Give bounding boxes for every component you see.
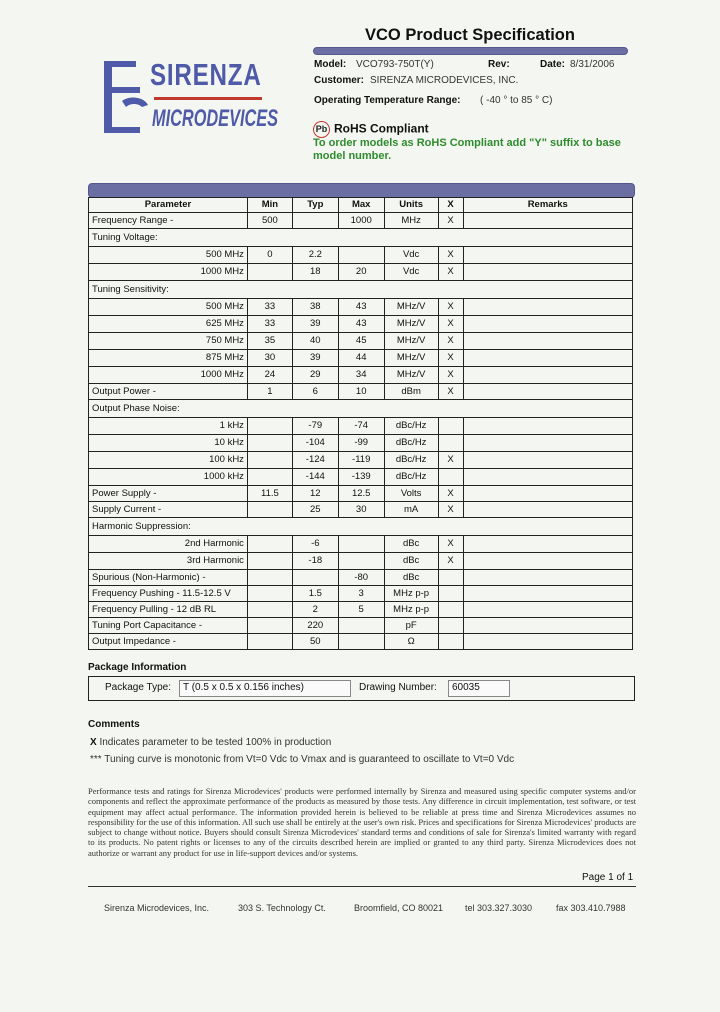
cell-min: 35 [247,333,292,350]
cell-x [438,570,463,586]
col-header-typ: Typ [292,198,338,213]
cell-typ: 38 [292,299,338,316]
cell-max: 10 [338,384,384,400]
table-row [89,247,633,264]
customer-value: SIRENZA MICRODEVICES, INC. [370,75,519,86]
logo-mark-icon [100,57,156,137]
cell-x: X [438,553,463,570]
cell-param: 500 MHz [89,247,248,264]
cell-typ: 29 [292,367,338,384]
cell-remarks [463,418,632,435]
table-row [89,384,633,400]
table-row [89,602,633,618]
cell-min [247,536,292,553]
cell-units: dBc/Hz [384,435,438,452]
drawing-value: 60035 [452,682,480,693]
cell-min [247,553,292,570]
cell-typ: 25 [292,502,338,518]
cell-min [247,602,292,618]
cell-param: Frequency Pulling - 12 dB RL [89,602,248,618]
cell-units: pF [384,618,438,634]
cell-param: Tuning Port Capacitance - [89,618,248,634]
cell-x [438,586,463,602]
cell-min: 30 [247,350,292,367]
cell-param: Output Impedance - [89,634,248,650]
date-label: Date: [540,59,566,70]
table-row [89,618,633,634]
cell-units: dBm [384,384,438,400]
col-header-remarks: Remarks [463,198,632,213]
table-row [89,316,633,333]
logo-line1: SIRENZA [150,57,262,92]
cell-min [247,570,292,586]
cell-x [438,634,463,650]
col-header-x: X [438,198,463,213]
footer-fax: fax 303.410.7988 [556,903,626,913]
cell-max [338,634,384,650]
cell-param: 2nd Harmonic [89,536,248,553]
cell-max [338,247,384,264]
cell-units: dBc/Hz [384,418,438,435]
cell-max: 45 [338,333,384,350]
cell-min [247,586,292,602]
section-label: Output Phase Noise: [89,400,633,418]
cell-x: X [438,452,463,469]
pb-badge-icon: Pb [313,121,330,138]
cell-max: -139 [338,469,384,486]
cell-units: MHz/V [384,333,438,350]
disclaimer-text: Performance tests and ratings for Sirenza Microdevices' products were performed internally by Sirenza and measured using specific computer systems and/or components and reflect the approximate performance of the products as measured by those tests. Any difference in circuit implementation, test software, or test equipment may affect actual performance. The information provided herein is believed to be reliable at press time and Sirenza Microdevices assumes no responsibility for the use of this information. All such use shall be entirely at the user's own risk. Prices and specifications for Sirenza Microdevices' products are subject to change without notice. Buyers should consult Sirenza Microdevices' standard terms and conditions of sale for Sirenza's limited warranty with regard to its products. No patent rights or licenses to any of the circuits described herein are implied or granted to any third party. Sirenza Microdevices does not authorize or warrant any product for use in life-support devices and/or systems. [88,786,636,858]
footer-rule [88,886,636,887]
footer-city: Broomfield, CO 80021 [354,903,444,913]
table-header-row [89,198,633,213]
cell-remarks [463,536,632,553]
cell-units: dBc [384,536,438,553]
table-row [89,634,633,650]
comment-line1 [90,737,331,748]
cell-typ: 220 [292,618,338,634]
cell-units: MHz p-p [384,602,438,618]
section-label: Harmonic Suppression: [89,518,633,536]
table-row [89,502,633,518]
cell-remarks [463,553,632,570]
cell-typ: -144 [292,469,338,486]
section-label: Tuning Voltage: [89,229,633,247]
cell-remarks [463,213,632,229]
cell-max: -119 [338,452,384,469]
cell-typ: 40 [292,333,338,350]
cell-min [247,452,292,469]
cell-remarks [463,486,632,502]
table-row [89,486,633,502]
footer-address: 303 S. Technology Ct. [238,903,326,913]
section-label: Tuning Sensitivity: [89,281,633,299]
cell-units: MHz [384,213,438,229]
cell-units: dBc/Hz [384,452,438,469]
cell-units: dBc/Hz [384,469,438,486]
package-type-label: Package Type: [105,682,171,693]
cell-x: X [438,213,463,229]
cell-remarks [463,435,632,452]
cell-remarks [463,618,632,634]
table-row [89,553,633,570]
cell-remarks [463,247,632,264]
cell-remarks [463,316,632,333]
cell-min: 33 [247,299,292,316]
table-top-bar [88,183,635,198]
cell-typ: 2 [292,602,338,618]
cell-remarks [463,469,632,486]
table-row [89,350,633,367]
cell-units: mA [384,502,438,518]
cell-param: 750 MHz [89,333,248,350]
col-header-min: Min [247,198,292,213]
cell-remarks [463,333,632,350]
cell-units: Volts [384,486,438,502]
table-row [89,469,633,486]
table-row [89,367,633,384]
cell-max: 20 [338,264,384,281]
comment-line1-text: Indicates parameter to be tested 100% in production [99,737,332,748]
table-row [89,333,633,350]
cell-x [438,435,463,452]
cell-min [247,418,292,435]
cell-max: 44 [338,350,384,367]
model-label: Model: [314,59,347,70]
cell-x: X [438,264,463,281]
cell-param: Spurious (Non-Harmonic) - [89,570,248,586]
table-row [89,400,633,418]
table-row [89,281,633,299]
cell-units: MHz p-p [384,586,438,602]
rohs-label: RoHS Compliant [334,121,429,136]
table-row [89,299,633,316]
cell-min [247,435,292,452]
cell-min: 500 [247,213,292,229]
spec-table [88,197,633,650]
table-row [89,435,633,452]
cell-param: Supply Current - [89,502,248,518]
cell-max: 34 [338,367,384,384]
cell-max: -80 [338,570,384,586]
cell-typ: 6 [292,384,338,400]
cell-param: 1000 MHz [89,367,248,384]
date-value: 8/31/2006 [570,59,615,70]
cell-min [247,502,292,518]
cell-min [247,634,292,650]
cell-param: Frequency Pushing - 11.5-12.5 V [89,586,248,602]
col-header-max: Max [338,198,384,213]
cell-x: X [438,384,463,400]
table-row [89,536,633,553]
cell-x: X [438,299,463,316]
page-title: VCO Product Specification [365,26,575,44]
cell-x: X [438,502,463,518]
table-row [89,452,633,469]
cell-x [438,618,463,634]
package-box [88,676,635,701]
comments-heading: Comments [88,719,140,730]
cell-param: 625 MHz [89,316,248,333]
drawing-label: Drawing Number: [359,682,437,693]
cell-units: Vdc [384,247,438,264]
cell-param: 100 kHz [89,452,248,469]
cell-remarks [463,350,632,367]
cell-x: X [438,333,463,350]
cell-x: X [438,486,463,502]
cell-x: X [438,350,463,367]
cell-x: X [438,367,463,384]
cell-max: 30 [338,502,384,518]
company-logo [100,55,279,140]
cell-max [338,618,384,634]
cell-units: MHz/V [384,299,438,316]
table-row [89,264,633,281]
cell-typ: 39 [292,350,338,367]
cell-min [247,264,292,281]
cell-x: X [438,536,463,553]
cell-max: 3 [338,586,384,602]
cell-param: Power Supply - [89,486,248,502]
cell-typ: -104 [292,435,338,452]
cell-units: MHz/V [384,316,438,333]
cell-param: 500 MHz [89,299,248,316]
footer-company: Sirenza Microdevices, Inc. [104,903,210,913]
cell-typ: 18 [292,264,338,281]
rohs-note: To order models as RoHS Compliant add "Y" suffix to base model number. [313,137,621,162]
rohs-status [313,121,429,138]
cell-param: 10 kHz [89,435,248,452]
cell-typ: 39 [292,316,338,333]
cell-typ: 1.5 [292,586,338,602]
cell-max: -99 [338,435,384,452]
cell-min: 0 [247,247,292,264]
model-value: VCO793-750T(Y) [356,59,434,70]
cell-typ [292,570,338,586]
cell-max: 5 [338,602,384,618]
page-number: Page 1 of 1 [582,872,634,883]
cell-param: 1000 kHz [89,469,248,486]
cell-units: dBc [384,553,438,570]
temp-label: Operating Temperature Range: [314,95,461,106]
cell-typ: -124 [292,452,338,469]
cell-units: dBc [384,570,438,586]
cell-typ: -79 [292,418,338,435]
x-mark: X [90,737,97,748]
table-row [89,518,633,536]
cell-typ: 12 [292,486,338,502]
col-header-units: Units [384,198,438,213]
cell-x [438,418,463,435]
cell-max: 12.5 [338,486,384,502]
cell-units: MHz/V [384,350,438,367]
cell-typ: -18 [292,553,338,570]
cell-remarks [463,570,632,586]
cell-param: 1000 MHz [89,264,248,281]
logo-divider [154,97,262,100]
cell-x [438,602,463,618]
cell-min [247,469,292,486]
col-header-parameter: Parameter [89,198,248,213]
cell-x: X [438,247,463,264]
rev-label: Rev: [488,59,510,70]
cell-remarks [463,634,632,650]
header-bar [313,47,628,55]
cell-units: MHz/V [384,367,438,384]
cell-min [247,618,292,634]
cell-remarks [463,452,632,469]
cell-max [338,553,384,570]
table-row [89,418,633,435]
cell-max: 1000 [338,213,384,229]
package-heading: Package Information [88,662,187,673]
cell-param: 3rd Harmonic [89,553,248,570]
package-type-value: T (0.5 x 0.5 x 0.156 inches) [183,682,304,693]
cell-remarks [463,299,632,316]
logo-line2: MICRODEVICES [152,105,279,132]
cell-max: -74 [338,418,384,435]
cell-max [338,536,384,553]
cell-remarks [463,264,632,281]
cell-min: 24 [247,367,292,384]
customer-label: Customer: [314,75,365,86]
cell-param: 1 kHz [89,418,248,435]
table-row [89,213,633,229]
cell-units: Vdc [384,264,438,281]
cell-units: Ω [384,634,438,650]
cell-min: 11.5 [247,486,292,502]
table-row [89,570,633,586]
cell-param: Frequency Range - [89,213,248,229]
cell-remarks [463,602,632,618]
cell-typ: -6 [292,536,338,553]
cell-remarks [463,586,632,602]
cell-max: 43 [338,299,384,316]
cell-x [438,469,463,486]
cell-min: 33 [247,316,292,333]
cell-remarks [463,367,632,384]
cell-typ [292,213,338,229]
cell-param: 875 MHz [89,350,248,367]
cell-max: 43 [338,316,384,333]
temp-value: ( -40 ° to 85 ° C) [480,95,553,106]
cell-remarks [463,502,632,518]
cell-typ: 50 [292,634,338,650]
cell-param: Output Power - [89,384,248,400]
cell-min: 1 [247,384,292,400]
comment-line2: *** Tuning curve is monotonic from Vt=0 Vdc to Vmax and is guaranteed to oscillate to Vt=0 Vdc [90,754,515,765]
cell-typ: 2.2 [292,247,338,264]
footer-tel: tel 303.327.3030 [465,903,533,913]
table-row [89,229,633,247]
table-row [89,586,633,602]
cell-remarks [463,384,632,400]
cell-x: X [438,316,463,333]
